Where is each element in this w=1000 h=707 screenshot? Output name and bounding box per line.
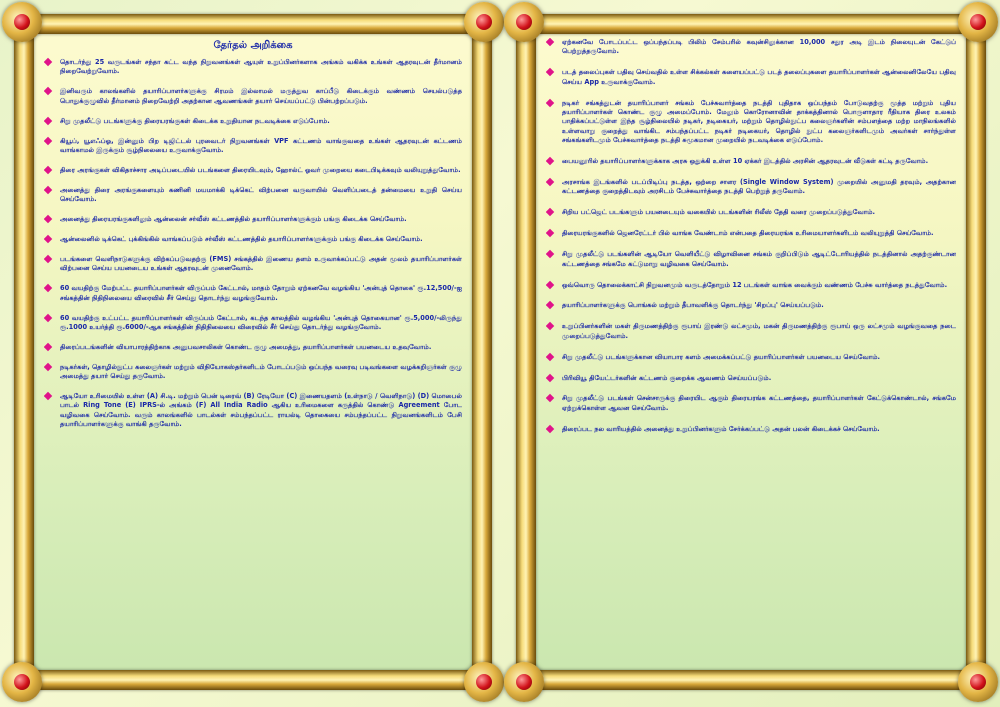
bullet-icon bbox=[44, 255, 52, 263]
bullet-icon bbox=[44, 362, 52, 370]
item-text: சிறு முதலீட்டு படங்களின் ஆடியோ வெளியீட்டு விழாவினை சங்கம் குறிப்பிடும் ஆடிட்டோரியத்தில் நடத்தினால் அதற்குண்டான கட்டணத்தை சங்கமே கட்டுமாறு வழிவகை செய்வோம். bbox=[562, 250, 956, 268]
item-text: படங்களை வெளிநாடுகளுக்கு விற்கப்படுவதற்கு (FMS) சங்கத்தில் இணைய தளம் உருவாக்கப்பட்டு அதன் மூலம் தயாரிப்பாளர்கள் விற்பனை செய்ய பயனடைய உங்கள் ஆதரவுடன் முனைவோம். bbox=[60, 254, 462, 273]
list-item bbox=[44, 255, 462, 274]
left-content bbox=[44, 38, 462, 666]
list-item bbox=[44, 117, 462, 126]
bullet-icon bbox=[546, 373, 554, 381]
bullet-icon bbox=[546, 250, 554, 258]
list-item bbox=[546, 394, 956, 413]
list-item bbox=[546, 425, 956, 434]
item-text: தொடர்ந்து 25 வருடங்கள் சந்தா கட்ட வந்த நிறுவனங்கள் ஆயுள் உறுப்பினர்களாக அங்கம் வகிக்க உங்கள் ஆதரவுடன் தீர்மானம் நிறைவேற்றுவோம். bbox=[60, 58, 462, 76]
bullet-icon bbox=[546, 229, 554, 237]
list-item bbox=[44, 235, 462, 244]
list-item bbox=[546, 38, 956, 57]
item-text: படத் தலைப்புகள் பதிவு செய்வதில் உள்ள சிக்கல்கள் களையப்பட்டு படத் தலைப்புகளை தயாரிப்பாளர்கள் ஆன்லைனிலேயே பதிவு செய்ய App உருவாக்குவோம். bbox=[562, 68, 956, 86]
corner-ornament bbox=[464, 662, 504, 702]
list-item bbox=[546, 322, 956, 341]
list-item bbox=[546, 157, 956, 166]
item-text: ஆடியோ உரிமையில் உள்ள (A) சி.டி. மற்றும் பென் டிரைவ் (B) ரேடியோ (C) இணையதளம் (உள்நாடு / வெளிநாடு) (D) மொபைல் பாடல் Ring Tone (E) IPRS-ல் அங்கம் (F) All India Radio ஆகிய உரிமைகளை கருத்தில் கொண்டு Agreement போட வழிவகை செய்வோம். வரும் காலங்களில் பாடல்கள் சம்பந்தப்பட்ட ராயல்டி தொகையை சம்பந்தப்பட்ட நிறுவனங்களிடம் பேசி தயாரிப்பாளர்களுக்கு வாங்கி தருவோம். bbox=[60, 392, 462, 429]
item-text: அனைத்து திரை அரங்குகளையும் கணினி மயமாக்கி டிக்கெட் விற்பனை வருவாயில் வெளிப்படைத் தன்மையை உறுதி செய்ய செய்வோம். bbox=[60, 185, 462, 204]
bullet-icon bbox=[44, 313, 52, 321]
bullet-icon bbox=[546, 208, 554, 216]
corner-ornament bbox=[504, 2, 544, 42]
list-item bbox=[546, 353, 956, 362]
gold-frame-bottom bbox=[516, 670, 986, 690]
bullet-icon bbox=[546, 425, 554, 433]
bullet-icon bbox=[546, 322, 554, 330]
bullet-icon bbox=[44, 166, 52, 174]
bullet-icon bbox=[546, 352, 554, 360]
left-panel bbox=[14, 14, 492, 690]
corner-ornament bbox=[464, 2, 504, 42]
item-text: சிறு முதலீட்டு படங்கள் சென்சாருக்கு திரையிட ஆகும் திரையரங்க கட்டணத்தை, தயாரிப்பாளர்கள் கேட்டுக்கொண்டால், சங்கமே ஏற்றுக்கொள்ள ஆவன செய்வோம். bbox=[562, 394, 956, 412]
bullet-icon bbox=[44, 343, 52, 351]
corner-ornament bbox=[2, 662, 42, 702]
item-text: தயாரிப்பாளர்களுக்கு பொங்கல் மற்றும் தீபாவளிக்கு தொடர்ந்து 'சிறப்பு' செய்யப்படும். bbox=[562, 301, 824, 310]
list-item bbox=[546, 301, 956, 310]
list-item bbox=[546, 68, 956, 87]
list-item bbox=[44, 87, 462, 106]
item-text: திரைப்பட நல வாரியத்தில் அனைத்து உறுப்பினர்களும் சேர்க்கப்பட்டு அதன் பலன் கிடைக்கச் செய்வோம். bbox=[562, 424, 880, 433]
gold-frame-right bbox=[472, 14, 492, 690]
item-text: 60 வயதிற்கு உட்பட்ட தயாரிப்பாளர்கள் விருப்பம் கேட்டால், கடந்த காலத்தில் வழங்கிய 'அன்புத் தொகையான' ரூ.5,000/-லிருந்து ரூ.1000 உயர்த்தி ரூ.6000/-ஆக சங்கத்தின் நிதிநிலையை விரைவில் சீர் செய்து தொடர்ந்து வழங்குவோம். bbox=[60, 313, 462, 331]
list-item bbox=[546, 99, 956, 146]
corner-ornament bbox=[2, 2, 42, 42]
manifesto-title: தேர்தல் அறிக்கை bbox=[213, 40, 293, 51]
list-item bbox=[546, 281, 956, 290]
right-panel bbox=[516, 14, 986, 690]
bullet-icon bbox=[546, 280, 554, 288]
bullet-icon bbox=[44, 186, 52, 194]
item-text: நடிகர்கள், தொழில்நுட்ப கலைஞர்கள் மற்றும் விநியோகஸ்தர்களிடம் போடப்படும் ஒப்பந்த வரைவு படிவங்களை வழக்கறிஞர்கள் குழு அமைத்து தயார் செய்து தருவோம். bbox=[60, 362, 462, 381]
list-item bbox=[44, 215, 462, 224]
right-content bbox=[546, 38, 956, 666]
item-text: 60 வயதிற்கு மேற்பட்ட தயாரிப்பாளர்கள் விருப்பம் கேட்டால், மாதம் தோறும் ஏற்கனவே வழங்கிய 'அன்புத் தொகை' ரூ.12,500/-ஐ சங்கத்தின் நிதிநிலையை விரைவில் சீர் செய்து தொடர்ந்து வழங்குவோம். bbox=[60, 284, 462, 302]
list-item bbox=[546, 229, 956, 238]
item-text: ஆன்லைனில் டிக்கெட் புக்கிங்கில் வாங்கப்படும் சர்வீஸ் கட்டணத்தில் தயாரிப்பாளர்களுக்கும் பங்கு கிடைக்க செய்வோம். bbox=[60, 234, 423, 243]
list-item bbox=[546, 178, 956, 197]
list-item bbox=[546, 208, 956, 217]
bullet-icon bbox=[546, 394, 554, 402]
item-text: சிறு முதலீட்டு படங்களுக்கான வியாபார களம் அமைக்கப்பட்டு தயாரிப்பாளர்கள் பயனடைய செய்வோம். bbox=[562, 352, 881, 361]
list-item bbox=[44, 58, 462, 77]
item-text: அரசாங்க இடங்களில் படப்பிடிப்பு நடத்த, ஒற்றை சாளர (Single Window System) முறையில் அனுமதி தரவும், அதற்கான கட்டணத்தை குறைத்திடவும் அரசிடம் பேச்சுவார்த்தை நடத்தி பெற்றுத் தருவோம். bbox=[562, 178, 956, 196]
item-text: இனிவரும் காலங்களில் தயாரிப்பாளர்களுக்கு சிரமம் இல்லாமல் மருத்துவ காப்பீடு கிடைக்கும் வண்ணம் செயல்படுத்த பொதுக்குழுவில் தீர்மானம் நிறைவேற்றி அதற்கான ஆவணங்கள் தயார் செய்யப்பட்டு பின்பற்றப்படும். bbox=[60, 87, 462, 105]
item-text: திரை அரங்குகள் விகிதாச்சார அடிப்படையில் படங்களை திரையிடவும், ஹோல்ட் ஓவர் முறையை கடைபிடிக்கவும் வலியுறுத்துவோம். bbox=[60, 165, 461, 174]
gold-frame-right bbox=[966, 14, 986, 690]
bullet-icon bbox=[44, 284, 52, 292]
bullet-icon bbox=[546, 98, 554, 106]
list-item bbox=[546, 374, 956, 383]
bullet-icon bbox=[44, 392, 52, 400]
bullet-icon bbox=[44, 116, 52, 124]
list-item bbox=[44, 392, 462, 430]
gold-frame-top bbox=[14, 14, 492, 34]
item-text: அனைத்து திரையரங்குகளிலும் ஆன்லைன் சர்வீஸ் கட்டணத்தில் தயாரிப்பாளர்களுக்கும் பங்கு கிடைக்க செய்வோம். bbox=[60, 215, 407, 224]
left-list bbox=[44, 58, 462, 430]
list-item bbox=[44, 284, 462, 303]
list-item bbox=[546, 250, 956, 269]
bullet-icon bbox=[44, 235, 52, 243]
list-item bbox=[44, 343, 462, 352]
bullet-icon bbox=[546, 178, 554, 186]
list-item bbox=[44, 186, 462, 205]
bullet-icon bbox=[546, 38, 554, 46]
item-text: ஒவ்வொரு தொலைக்காட்சி நிறுவனமும் வருடத்தோறும் 12 படங்கள் வாங்க வைக்கும் வண்ணம் பேச்சு வார்த்தை நடத்துவோம். bbox=[562, 280, 948, 289]
bullet-icon bbox=[546, 157, 554, 165]
item-text: கியூப், யூஎஃப்ஓ, இன்னும் பிற டிஜிட்டல் புரவைடர் நிறுவனங்கள் VPF கட்டணம் வாங்குவதை உங்கள் ஆதரவுடன் கட்டணம் வாங்காமல் இருக்கும் சூழ்நிலையை உருவாக்குவோம். bbox=[60, 136, 462, 154]
bullet-icon bbox=[44, 87, 52, 95]
corner-ornament bbox=[504, 662, 544, 702]
gold-frame-bottom bbox=[14, 670, 492, 690]
item-text: உறுப்பினர்களின் மகள் திருமணத்திற்கு ரூபாய் இரண்டு லட்சமும், மகன் திருமணத்திற்கு ரூபாய் ஒரு லட்சமும் வழங்குவதை நடை முறைப்படுத்துவோம். bbox=[562, 322, 956, 340]
item-text: நடிகர் சங்கத்துடன் தயாரிப்பாளர் சங்கம் பேச்சுவார்த்தை நடத்தி புதிதாக ஒப்பந்தம் போடுவதற்கு மூத்த மற்றும் புதிய தயாரிப்பாளர்கள் கொண்ட குழு அமைப்போம். மேலும் கொரோனாவின் தாக்கத்தினால் பொருளாதார ரீதியாக திரை உலகம் பாதிக்கப்பட்டுள்ள இந்த சூழ்நிலையில் நடிகர், நடிகையர், மற்றும் தொழில்நுட்ப கலைஞர்களின் சம்பளத்தை மற்ற மாநிலங்களில் உள்ளவாறு குறைத்து வாங்கிட சம்பந்தப்பட்ட நடிகர் நடிகையர், தொழில் நுட்ப கலைஞர்களிடமும் அவர்கள் சார்ந்துள்ள சங்கங்களிடமும் பேச்சுவார்த்தை நடத்தி சுமூகமான முறையில் நடவடிக்கை எடுப்போம். bbox=[562, 98, 956, 145]
item-text: பிரிவியூ தியேட்டர்களின் கட்டணம் குறைக்க ஆவணம் செய்யப்படும். bbox=[562, 373, 772, 382]
gold-frame-left bbox=[516, 14, 536, 690]
item-text: திரையரங்குகளில் ஜெனரேட்டர் பில் வாங்க வேண்டாம் என்பதை திரையரங்க உரிமையாளர்களிடம் வலியுறுத்தி செய்வோம். bbox=[562, 229, 934, 238]
corner-ornament bbox=[958, 2, 998, 42]
bullet-icon bbox=[44, 136, 52, 144]
list-item bbox=[44, 363, 462, 382]
corner-ornament bbox=[958, 662, 998, 702]
list-item bbox=[44, 166, 462, 175]
right-list bbox=[546, 38, 956, 434]
gold-frame-top bbox=[516, 14, 986, 34]
list-item bbox=[44, 137, 462, 156]
item-text: சிறிய பட்ஜெட் படங்களும் பயனடையும் வகையில் படங்களின் ரிலீஸ் தேதி வரை முறைப்படுத்துவோம். bbox=[562, 208, 876, 217]
item-text: சிறு முதலீட்டு படங்களுக்கு திரையரங்குகள் கிடைக்க உறுதியான நடவடிக்கை எடுப்போம். bbox=[60, 116, 330, 125]
item-text: பையனூரில் தயாரிப்பாளர்களுக்காக அரசு ஒதுக்கி உள்ள 10 ஏக்கர் இடத்தில் அரசின் ஆதரவுடன் வீடுகள் கட்டி தருவோம். bbox=[562, 157, 929, 166]
bullet-icon bbox=[546, 301, 554, 309]
gold-frame-left bbox=[14, 14, 34, 690]
list-item bbox=[44, 314, 462, 333]
item-text: ஏற்கனவே போடப்பட்ட ஒப்பந்தப்படி பிலிம் சேம்பரில் கவுன்சிலுக்கான 10,000 சதுர அடி இடம் நிலையுடன் கேட்டுப் பெற்றுத்தருவோம். bbox=[562, 38, 956, 56]
bullet-icon bbox=[546, 68, 554, 76]
item-text: திரைப்படங்களின் வியாபாரத்திற்காக அனுபவசாலிகள் கொண்ட குழு அமைத்து, தயாரிப்பாளர்கள் பயனடைய உதவுவோம். bbox=[60, 342, 432, 351]
bullet-icon bbox=[44, 58, 52, 66]
bullet-icon bbox=[44, 215, 52, 223]
